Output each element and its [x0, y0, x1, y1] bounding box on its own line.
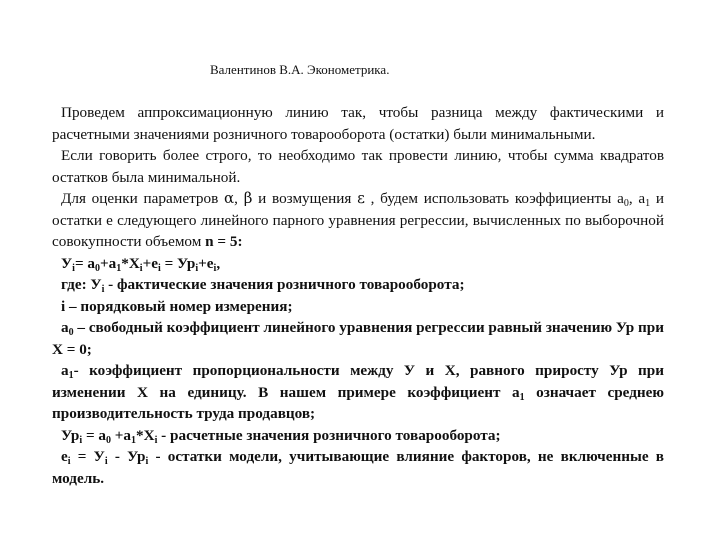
text: – свободный коэффициент линейного уравнения регрессии равный значению Ур при Х = 0;	[52, 319, 664, 358]
text: +e	[142, 254, 158, 272]
text: = a	[74, 254, 95, 272]
text: *X	[121, 254, 140, 272]
text: означает среднею производительность труда продавцов;	[52, 383, 664, 422]
beta-symbol: β	[243, 189, 253, 207]
subscript: 0	[94, 262, 100, 274]
text: , a	[628, 190, 646, 207]
sample-size: n = 5:	[205, 233, 243, 250]
text: +a	[99, 254, 117, 272]
subscript: i	[154, 434, 158, 446]
text: - расчетные значения розничного товарооборота;	[157, 426, 501, 444]
subscript: i	[104, 456, 108, 467]
subscript: 1	[68, 370, 74, 381]
text: Для оценки параметров	[61, 190, 225, 207]
subscript: 1	[131, 434, 137, 446]
text: и остатки e следующего линейного парного уравнения регрессии, вычисленных по выборочной совокупности объемом	[52, 190, 664, 250]
text: ,	[234, 190, 244, 207]
subscript: i	[72, 262, 75, 274]
text: - фактические значения розничного товарооборота;	[104, 276, 465, 293]
text: e	[61, 448, 68, 465]
text: Ур	[61, 426, 80, 444]
text: и возмущения	[252, 190, 358, 207]
text: - Ур	[107, 448, 146, 465]
text: +a	[110, 426, 132, 444]
epsilon-symbol: ε	[357, 189, 365, 207]
text: ,	[216, 254, 221, 272]
subscript: i	[195, 262, 199, 274]
text: +e	[198, 254, 214, 272]
subscript: i	[157, 262, 161, 274]
paragraph-least-squares: Если говорить более строго, то необходимо так провести линию, чтобы сумма квадратов остатков была минимальной.	[52, 147, 664, 186]
paragraph-parameters	[52, 188, 664, 253]
document-body	[52, 102, 664, 489]
text: где: У	[61, 276, 102, 293]
subscript: 0	[105, 434, 111, 446]
text: - коэффициент пропорциональности между У и Х, равного приросту Ур при изменении Х на единицу. В нашем примере коэффициент a	[52, 362, 664, 401]
text: У	[61, 254, 73, 272]
definition-a0	[52, 317, 664, 360]
text: a	[61, 319, 69, 336]
paragraph-approximation: Проведем аппроксимационную линию так, чтобы разница между фактическими и расчетными значениями розничного товарооборота (остатки) были минимальными.	[52, 104, 664, 143]
subscript: i	[139, 262, 143, 274]
text: , будем использовать коэффициенты a	[364, 190, 624, 207]
subscript: 0	[623, 198, 629, 209]
subscript: 0	[68, 327, 74, 338]
definition-index: i – порядковый номер измерения;	[61, 297, 293, 315]
document-header: Валентинов В.А. Эконометрика.	[210, 62, 390, 77]
definition-residuals	[52, 446, 664, 489]
text: = Ур	[160, 254, 196, 272]
definition-actual-values	[52, 274, 664, 296]
subscript: i	[101, 284, 105, 295]
subscript: 1	[519, 391, 525, 403]
alpha-symbol: α	[224, 189, 235, 207]
subscript: 1	[116, 262, 122, 274]
text: *X	[136, 426, 155, 444]
text: - остатки модели, учитывающие влияние факторов, не включенные в модель.	[52, 448, 664, 487]
subscript: i	[79, 434, 83, 446]
text: = a	[82, 426, 106, 444]
subscript: 1	[645, 198, 651, 209]
subscript: i	[145, 456, 149, 467]
definition-calculated-values	[52, 425, 664, 447]
regression-equation	[52, 253, 664, 275]
subscript: i	[67, 456, 71, 467]
subscript: i	[213, 262, 217, 274]
text: = У	[70, 448, 105, 465]
definition-a1	[52, 360, 664, 425]
text: a	[61, 362, 69, 379]
